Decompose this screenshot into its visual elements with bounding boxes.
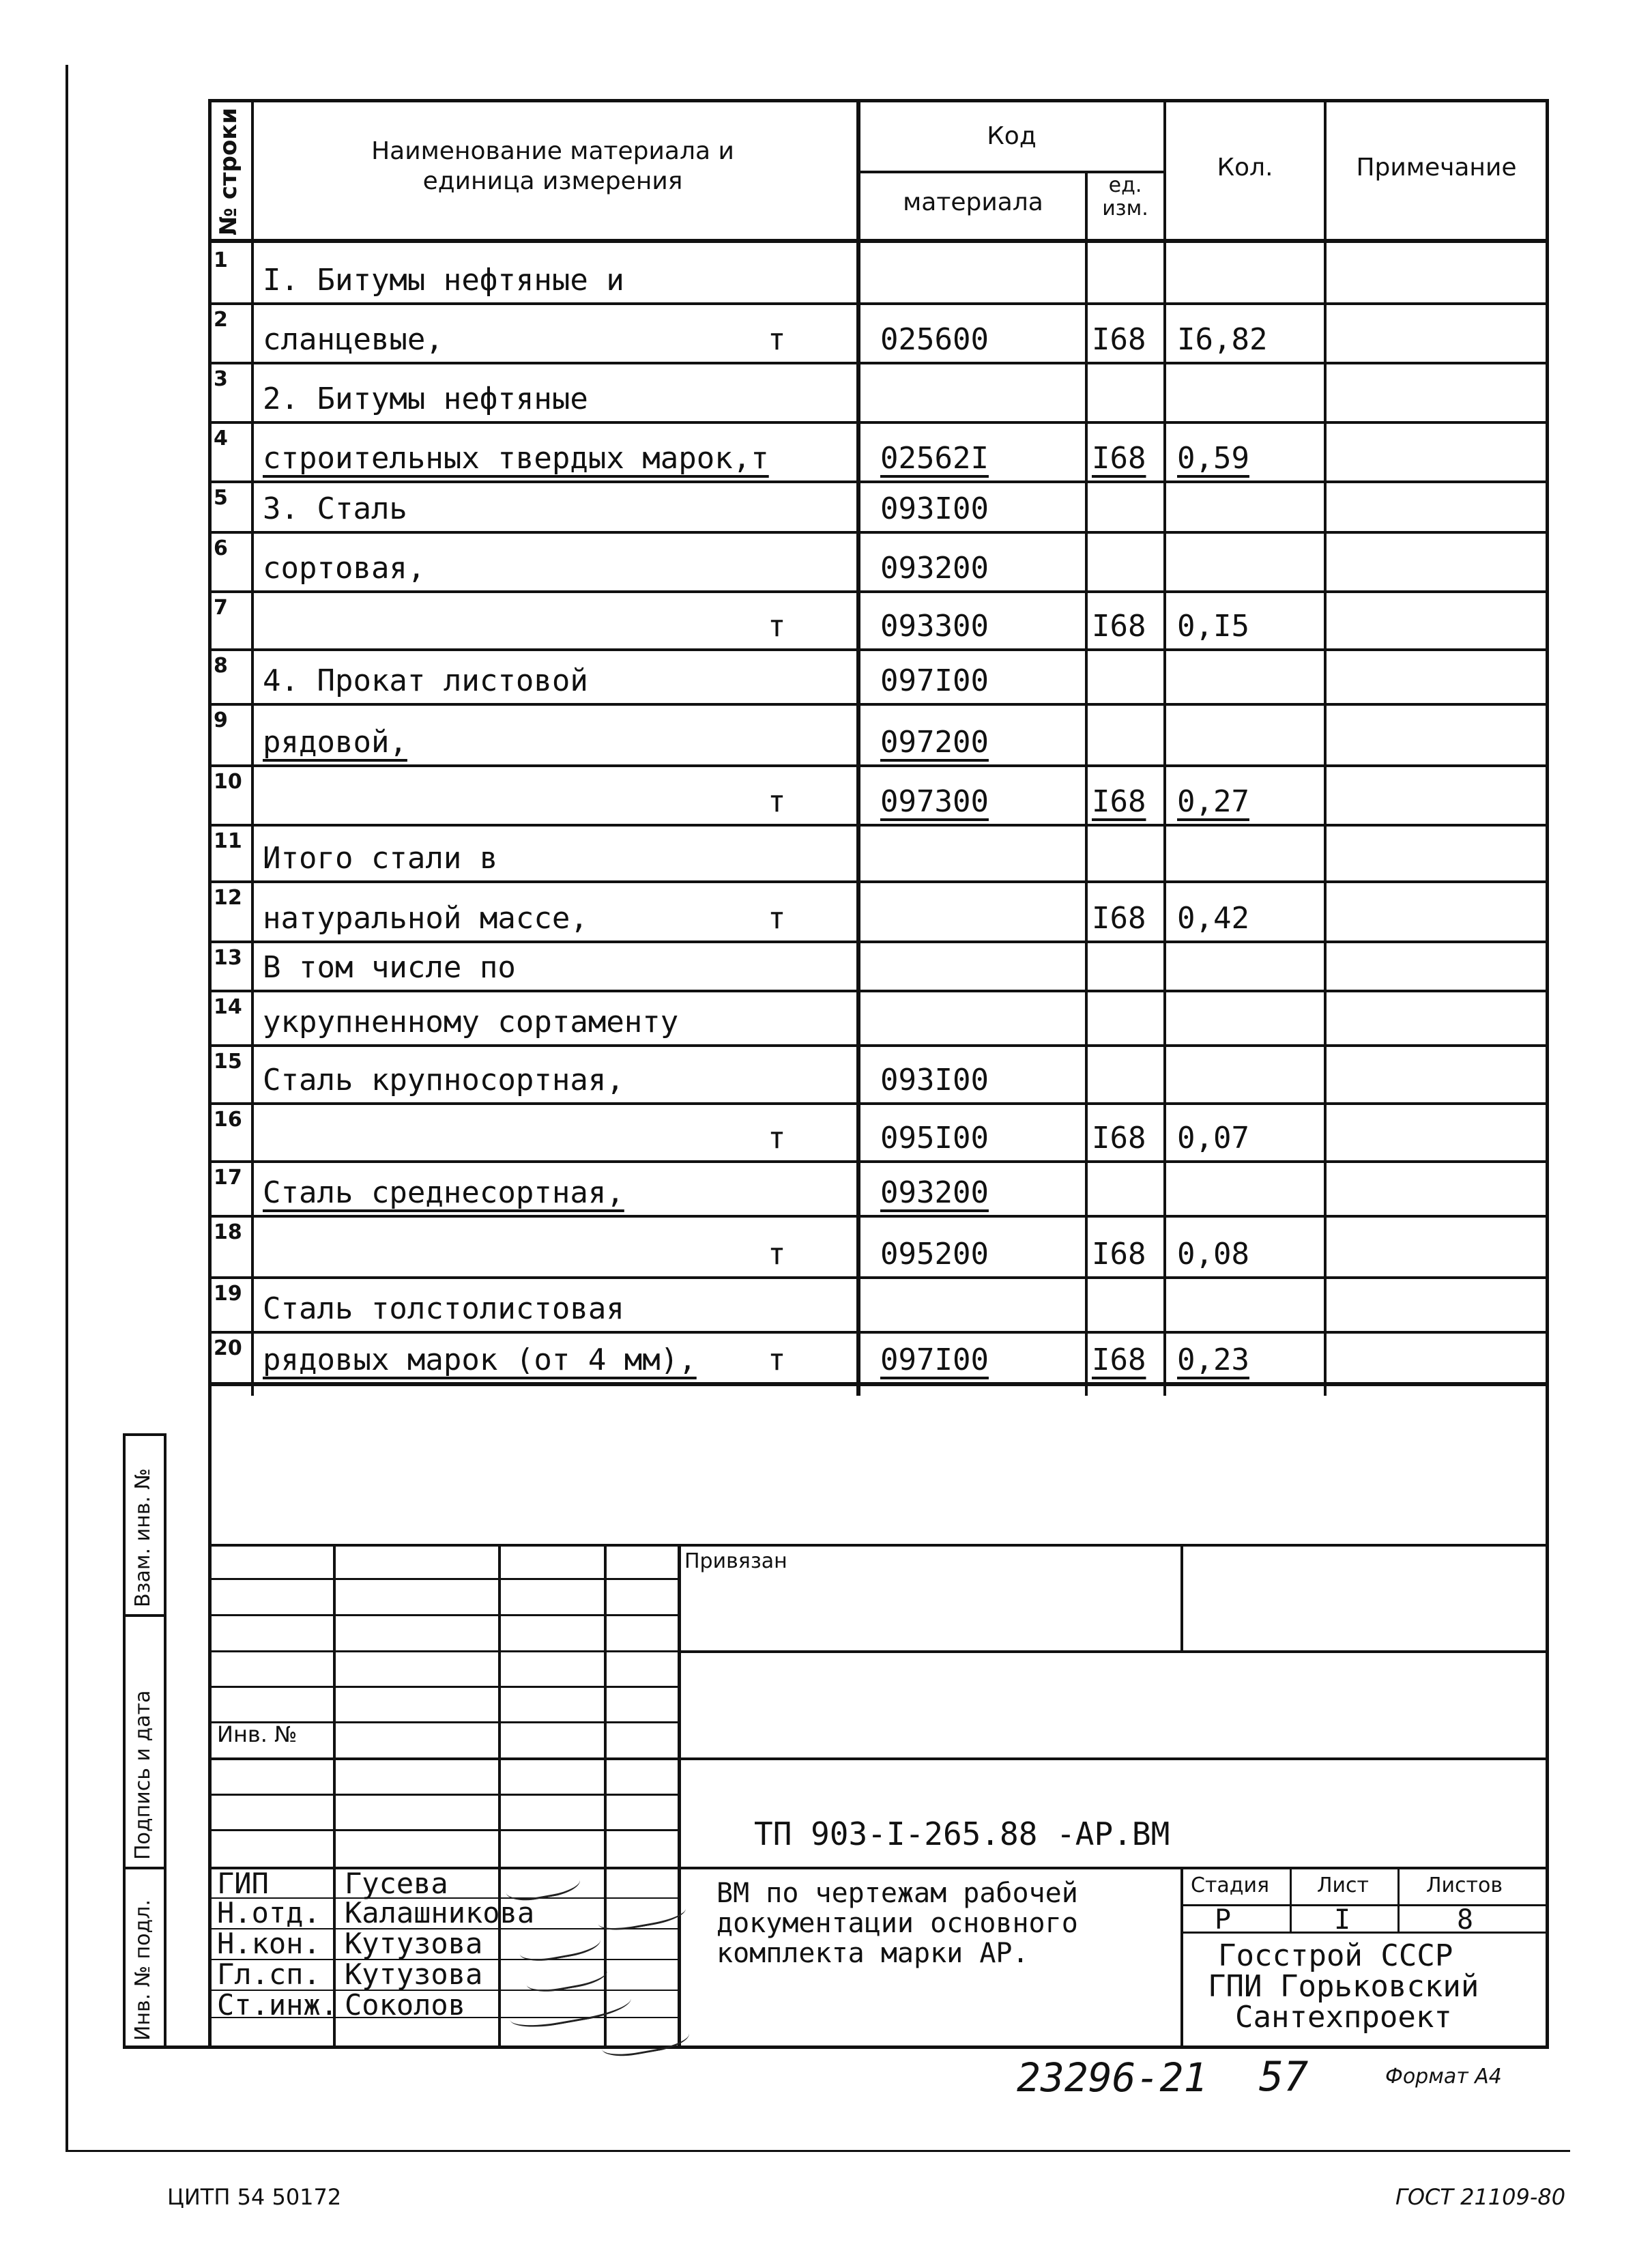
header-note: Примечание xyxy=(1356,154,1517,182)
unit-code: I68 xyxy=(1092,322,1146,357)
signer-role: Н.кон. xyxy=(217,1927,321,1960)
material-code: 025600 xyxy=(880,322,989,357)
format-label: Формат А4 xyxy=(1385,2065,1502,2088)
unit-code: I68 xyxy=(1092,1237,1146,1272)
sheet-value: I xyxy=(1334,1904,1351,1936)
quantity: 0,I5 xyxy=(1177,609,1249,644)
quantity: 0,08 xyxy=(1177,1237,1249,1272)
header-code: Код xyxy=(987,122,1037,150)
material-code: 097200 xyxy=(880,725,989,760)
row-divider xyxy=(208,362,1549,364)
material-code: 02562I xyxy=(880,441,989,476)
signer-name: Калашникова xyxy=(345,1896,535,1929)
signer-role: Гл.сп. xyxy=(217,1957,321,1991)
material-name: Сталь среднесортная, xyxy=(263,1175,624,1210)
stage-value: Р xyxy=(1215,1904,1232,1936)
doc-code: ТП 903-I-265.88 -АР.ВМ xyxy=(754,1815,1170,1852)
header-code-unit: ед. изм. xyxy=(1102,173,1148,220)
material-name: рядовых марок (от 4 мм), xyxy=(263,1343,697,1377)
material-code: 097300 xyxy=(880,784,989,819)
row-divider xyxy=(208,1276,1549,1279)
row-number: 4 xyxy=(214,427,228,450)
row-divider xyxy=(208,480,1549,483)
row-divider xyxy=(208,990,1549,992)
material-code: 093200 xyxy=(880,1175,989,1210)
row-number: 16 xyxy=(214,1108,242,1132)
row-number: 6 xyxy=(214,536,228,560)
page-margin-line xyxy=(66,65,68,2150)
header-name: Наименование материала и единица измерения xyxy=(371,137,734,195)
side-label-vzam: Взам. инв. № xyxy=(131,1468,155,1607)
signer-name: Кутузова xyxy=(345,1927,483,1960)
page-bottom-line xyxy=(66,2150,1570,2152)
material-name: В том числе по xyxy=(263,950,516,985)
quantity: 0,23 xyxy=(1177,1343,1249,1377)
signer-name: Гусева xyxy=(345,1867,448,1900)
row-number: 18 xyxy=(214,1220,242,1244)
material-name: сортовая, xyxy=(263,551,426,586)
row-divider xyxy=(208,302,1549,305)
footer-left: ЦИТП 54 50172 xyxy=(167,2184,342,2210)
side-label-podpis: Подпись и дата xyxy=(131,1690,155,1860)
row-divider xyxy=(208,421,1549,424)
row-number: 17 xyxy=(214,1166,242,1190)
archive-number: 23296-21 xyxy=(1017,2054,1208,2101)
sheet-label: Лист xyxy=(1317,1874,1370,1897)
material-name: сланцевые, xyxy=(263,322,444,357)
signature-scribble xyxy=(598,2016,691,2061)
unit-code: I68 xyxy=(1092,441,1146,476)
row-divider xyxy=(208,824,1549,827)
material-code: 095I00 xyxy=(880,1121,989,1155)
material-name: строительных твердых марок,т xyxy=(263,441,769,476)
unit-code: I68 xyxy=(1092,784,1146,819)
unit-code: I68 xyxy=(1092,609,1146,644)
row-divider xyxy=(208,648,1549,651)
material-name: I. Битумы нефтяные и xyxy=(263,263,624,298)
row-number: 3 xyxy=(214,367,228,391)
privyazan-label: Привязан xyxy=(684,1549,787,1573)
row-number: 15 xyxy=(214,1050,242,1074)
row-number: 8 xyxy=(214,654,228,678)
row-divider xyxy=(208,1160,1549,1163)
material-code: 093I00 xyxy=(880,491,989,526)
row-divider xyxy=(208,880,1549,883)
material-name: натуральной массе, xyxy=(263,901,588,936)
row-number: 11 xyxy=(214,829,242,853)
row-number: 13 xyxy=(214,946,242,970)
row-number: 10 xyxy=(214,770,242,794)
material-name: 4. Прокат листовой xyxy=(263,663,588,698)
unit-label: т xyxy=(768,322,786,357)
signer-role: Н.отд. xyxy=(217,1896,321,1929)
row-divider xyxy=(208,1215,1549,1218)
unit-label: т xyxy=(768,1343,786,1377)
row-number: 5 xyxy=(214,486,228,510)
material-name: Итого стали в xyxy=(263,841,498,876)
quantity: 0,07 xyxy=(1177,1121,1249,1155)
material-name: рядовой, xyxy=(263,725,407,760)
unit-label: т xyxy=(768,784,786,819)
material-name: 3. Сталь xyxy=(263,491,407,526)
row-divider xyxy=(208,941,1549,943)
material-code: 095200 xyxy=(880,1237,989,1272)
quantity: 0,27 xyxy=(1177,784,1249,819)
footer-right: ГОСТ 21109-80 xyxy=(1395,2184,1566,2210)
row-divider xyxy=(208,703,1549,706)
quantity: I6,82 xyxy=(1177,322,1268,357)
org-line-1: Госстрой СССР xyxy=(1218,1938,1453,1973)
org-line-2: ГПИ Горьковский xyxy=(1208,1969,1479,2004)
material-code: 093300 xyxy=(880,609,989,644)
unit-label: т xyxy=(768,609,786,644)
doc-description: ВМ по чертежам рабочей документации основного комплекта марки АР. xyxy=(716,1878,1078,1969)
row-number: 12 xyxy=(214,886,242,910)
material-name: Сталь толстолистовая xyxy=(263,1291,624,1326)
row-number: 19 xyxy=(214,1282,242,1306)
header-qty: Кол. xyxy=(1217,154,1273,182)
material-name: Сталь крупносортная, xyxy=(263,1063,624,1097)
material-code: 097I00 xyxy=(880,1343,989,1377)
sheets-value: 8 xyxy=(1457,1904,1474,1936)
signer-name: Кутузова xyxy=(345,1957,483,1991)
row-number: 14 xyxy=(214,995,242,1019)
row-number: 7 xyxy=(214,596,228,620)
row-divider xyxy=(208,531,1549,534)
org-line-3: Сантехпроект xyxy=(1235,2000,1452,2035)
header-code-material: материала xyxy=(903,188,1043,216)
unit-code: I68 xyxy=(1092,901,1146,936)
signer-name: Соколов xyxy=(345,1988,466,2022)
unit-label: т xyxy=(768,1121,786,1155)
row-divider xyxy=(208,1331,1549,1334)
unit-code: I68 xyxy=(1092,1121,1146,1155)
unit-code: I68 xyxy=(1092,1343,1146,1377)
signer-role: ГИП xyxy=(217,1867,269,1900)
row-divider xyxy=(208,1044,1549,1047)
material-name: укрупненному сортаменту xyxy=(263,1005,679,1039)
signer-role: Ст.инж. xyxy=(217,1988,338,2022)
unit-label: т xyxy=(768,901,786,936)
material-code: 093200 xyxy=(880,551,989,586)
row-number: 1 xyxy=(214,248,228,272)
inv-no-label: Инв. № xyxy=(217,1721,298,1747)
quantity: 0,59 xyxy=(1177,441,1249,476)
row-divider xyxy=(208,1102,1549,1105)
row-number: 2 xyxy=(214,308,228,332)
row-number: 20 xyxy=(214,1336,242,1360)
material-code: 097I00 xyxy=(880,663,989,698)
material-code: 093I00 xyxy=(880,1063,989,1097)
row-divider xyxy=(208,764,1549,767)
quantity: 0,42 xyxy=(1177,901,1249,936)
page-number: 57 xyxy=(1259,2053,1309,2101)
material-name: 2. Битумы нефтяные xyxy=(263,382,588,416)
header-row-number: № строки xyxy=(215,107,242,235)
sheets-label: Листов xyxy=(1426,1874,1503,1897)
row-number: 9 xyxy=(214,708,228,732)
stage-label: Стадия xyxy=(1191,1874,1270,1897)
side-label-inv-podl: Инв. № подл. xyxy=(131,1899,155,2041)
row-divider xyxy=(208,590,1549,593)
unit-label: т xyxy=(768,1237,786,1272)
